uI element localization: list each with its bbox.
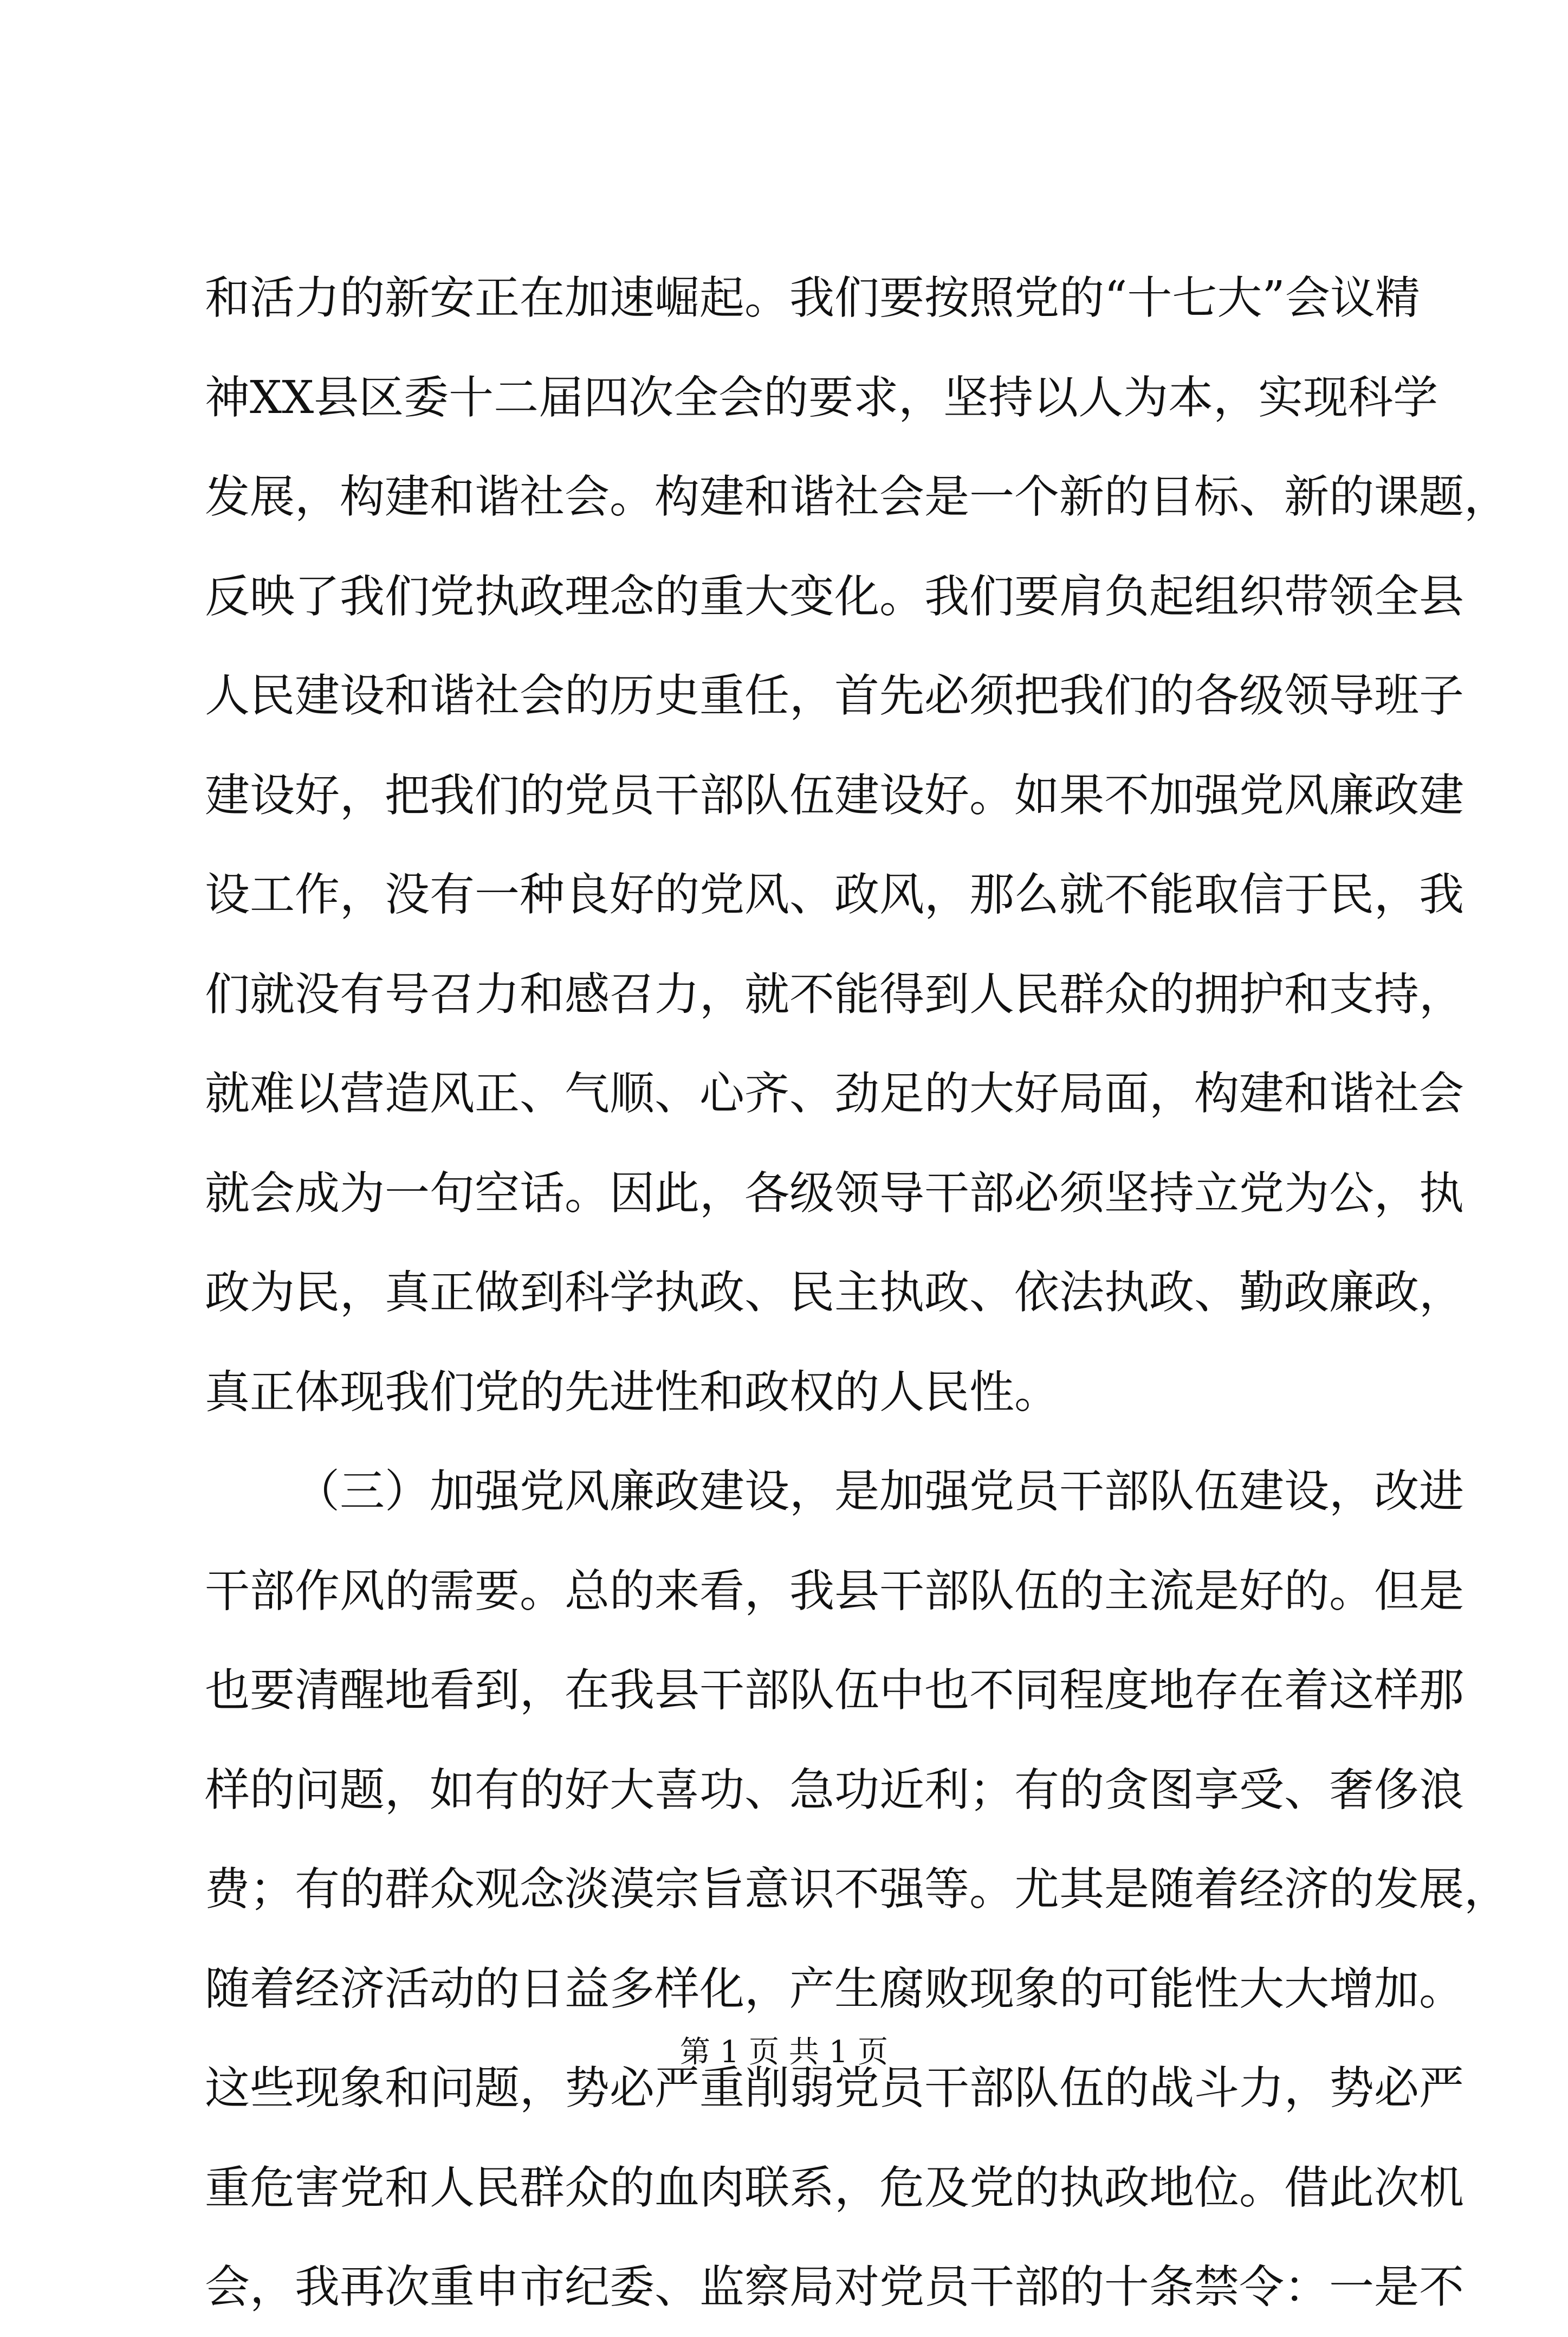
text-line: 也要清醒地看到，在我县干部队伍中也不同程度地存在着这样那 <box>205 1664 1464 1716</box>
text-line: 神XX县区委十二届四次全会的要求，坚持以人为本，实现科学 <box>205 371 1439 424</box>
text-line: 干部作风的需要。总的来看，我县干部队伍的主流是好的。但是 <box>205 1564 1464 1617</box>
paragraph <box>205 1442 1509 2337</box>
text-line: 设工作，没有一种良好的党风、政风，那么就不能取信于民，我 <box>205 868 1464 921</box>
paragraph <box>205 248 1509 1442</box>
text-line: 样的问题，如有的好大喜功、急功近利；有的贪图享受、奢侈浪 <box>205 1763 1464 1816</box>
text-line: 政为民，真正做到科学执政、民主执政、依法执政、勤政廉政， <box>205 1266 1464 1319</box>
text-line: 建设好，把我们的党员干部队伍建设好。如果不加强党风廉政建 <box>205 769 1464 822</box>
text-line: 就会成为一句空话。因此，各级领导干部必须坚持立党为公，执 <box>205 1166 1464 1219</box>
text-line: 发展，构建和谐社会。构建和谐社会是一个新的目标、新的课题， <box>205 470 1509 523</box>
text-line: 这些现象和问题，势必严重削弱党员干部队伍的战斗力，势必严 <box>205 2062 1464 2114</box>
text-line: （三）加强党风廉政建设，是加强党员干部队伍建设，改进 <box>295 1465 1464 1518</box>
page-number-footer: 第 1 页 共 1 页 <box>679 2035 889 2070</box>
text-line: 费；有的群众观念淡漠宗旨意识不强等。尤其是随着经济的发展， <box>205 1863 1509 1915</box>
text-line: 就难以营造风正、气顺、心齐、劲足的大好局面，构建和谐社会 <box>205 1067 1464 1120</box>
text-line: 人民建设和谐社会的历史重任，首先必须把我们的各级领导班子 <box>205 669 1464 722</box>
text-line: 重危害党和人民群众的血肉联系，危及党的执政地位。借此次机 <box>205 2161 1464 2214</box>
text-line: 和活力的新安正在加速崛起。我们要按照党的“十七大”会议精 <box>205 272 1420 324</box>
body-text <box>205 248 1509 2337</box>
text-line: 真正体现我们党的先进性和政权的人民性。 <box>205 1365 1059 1418</box>
text-line: 随着经济活动的日益多样化，产生腐败现象的可能性大大增加。 <box>205 1962 1464 2015</box>
text-line: 们就没有号召力和感召力，就不能得到人民群众的拥护和支持， <box>205 967 1464 1021</box>
text-line: 会，我再次重申市纪委、监察局对党员干部的十条禁令：一是不 <box>205 2261 1464 2313</box>
text-line: 反映了我们党执政理念的重大变化。我们要肩负起组织带领全县 <box>205 570 1464 623</box>
